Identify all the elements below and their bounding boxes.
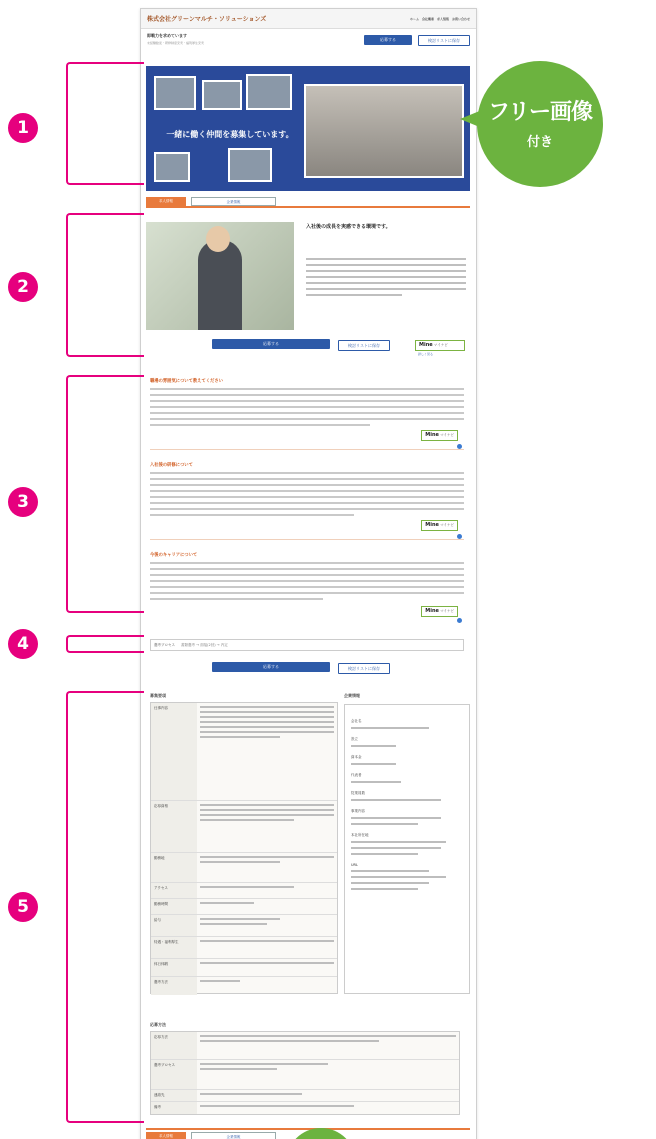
apply-button[interactable]: 応募する — [212, 662, 330, 672]
intro-section — [146, 218, 470, 358]
table-key: 選考プロセス — [151, 1060, 197, 1089]
table-key: 勤務地 — [151, 853, 197, 882]
subheadline: 未経験歓迎・研修制度充実・福利厚生充実 — [147, 41, 205, 45]
intro-photo — [146, 222, 294, 330]
mine-button[interactable]: Mine マイナビ — [421, 520, 458, 531]
table-key: 選考方法 — [151, 977, 197, 995]
hero-banner — [146, 66, 470, 191]
top-nav-item[interactable]: ホーム — [410, 16, 420, 21]
mine-button[interactable]: Mine マイナビ — [421, 606, 458, 617]
table-key: 連絡先 — [151, 1090, 197, 1101]
table-key: 待遇・福利厚生 — [151, 937, 197, 958]
headline: 即戦力を求めています — [147, 33, 187, 38]
marker-number-3: 3 — [8, 487, 38, 517]
section-bracket-4 — [66, 635, 144, 653]
apply-button[interactable]: 応募する — [364, 35, 412, 45]
tab-job-info[interactable]: 求人情報 — [146, 197, 186, 206]
intro-title: 入社後の成長を実感できる環境です。 — [306, 224, 391, 230]
qa-question: 職場の雰囲気について教えてください — [150, 379, 223, 384]
header-info — [141, 29, 476, 67]
company-side-panel — [344, 704, 470, 994]
person-shape — [198, 240, 242, 330]
expand-icon[interactable] — [457, 618, 462, 623]
side-key: 会社名 — [351, 719, 362, 723]
marker-number-2: 2 — [8, 272, 38, 302]
side-key: 資本金 — [351, 755, 362, 759]
side-key: 従業員数 — [351, 791, 365, 795]
keep-list-button[interactable]: 検討リストに保存 — [338, 663, 390, 674]
top-nav — [408, 17, 470, 21]
table-key: 給与 — [151, 915, 197, 936]
section-bracket-5 — [66, 691, 144, 1123]
marker-number-1: 1 — [8, 113, 38, 143]
hero-photo — [154, 76, 196, 110]
hero-photo — [202, 80, 242, 110]
hero-photo — [246, 74, 292, 110]
callout-main-text: フリー画像 — [487, 100, 593, 125]
table-key: 応募方法 — [151, 1032, 197, 1059]
mine-button[interactable]: Mine マイナビ — [415, 340, 465, 351]
callout-sub-text: 付き — [526, 135, 553, 150]
qa-question: 今後のキャリアについて — [150, 553, 198, 558]
marker-number-4: 4 — [8, 629, 38, 659]
tab-company-info[interactable]: 企業情報 — [191, 197, 276, 206]
free-image-callout — [477, 61, 603, 187]
side-key: 設立 — [351, 737, 358, 741]
side-key: 事業内容 — [351, 809, 365, 813]
requirements-table — [150, 702, 338, 994]
hero-photo — [154, 152, 190, 182]
table-key: 仕事内容 — [151, 703, 197, 800]
qa-item — [150, 378, 464, 450]
detail-link[interactable]: 詳しく見る — [418, 352, 434, 356]
top-nav-item[interactable]: お問い合わせ — [451, 16, 470, 21]
table-key: 休日休暇 — [151, 959, 197, 976]
apply-heading: 応募方法 — [150, 1022, 166, 1027]
top-bar — [141, 9, 476, 29]
process-value: 書類選考 → 面接(2回) → 内定 — [181, 642, 228, 647]
keep-list-button[interactable]: 検討リストに保存 — [418, 35, 470, 46]
tab-bar — [146, 198, 470, 208]
top-nav-item[interactable]: 求人情報 — [437, 16, 450, 21]
process-label: 選考プロセス — [154, 642, 175, 647]
table-key: アクセス — [151, 883, 197, 898]
process-row — [150, 639, 464, 651]
section-bracket-1 — [66, 62, 144, 185]
hero-text: 一緒に働く仲間を募集しています。 — [166, 130, 294, 139]
company-name: 株式会社グリーンマルチ・ソリューションズ — [147, 16, 267, 23]
tab-job-info[interactable]: 求人情報 — [146, 1132, 186, 1139]
keep-list-button[interactable]: 検討リストに保存 — [338, 340, 390, 351]
apply-table — [150, 1031, 460, 1115]
table-key: 勤務時間 — [151, 899, 197, 914]
side-key: 本社所在地 — [351, 833, 369, 837]
table-key: 応募資格 — [151, 801, 197, 852]
side-key: 代表者 — [351, 773, 362, 777]
person-head — [206, 226, 230, 252]
expand-icon[interactable] — [457, 534, 462, 539]
table-key: 備考 — [151, 1102, 197, 1114]
tab-company-info[interactable]: 企業情報 — [191, 1132, 276, 1139]
section-bracket-2 — [66, 213, 144, 357]
mine-button[interactable]: Mine マイナビ — [421, 430, 458, 441]
qa-item — [150, 462, 464, 540]
hero-photo — [228, 148, 272, 182]
hero-main-photo — [304, 84, 464, 178]
qa-item — [150, 552, 464, 626]
top-nav-item[interactable]: 会社概要 — [422, 16, 435, 21]
expand-icon[interactable] — [457, 444, 462, 449]
section-bracket-3 — [66, 375, 144, 613]
company-heading: 企業情報 — [344, 693, 360, 698]
apply-button[interactable]: 応募する — [212, 339, 330, 349]
intro-body — [306, 258, 466, 300]
requirements-heading: 募集要項 — [150, 693, 166, 698]
qa-question: 入社後の研修について — [150, 463, 193, 468]
side-key: URL — [351, 863, 358, 867]
marker-number-5: 5 — [8, 892, 38, 922]
